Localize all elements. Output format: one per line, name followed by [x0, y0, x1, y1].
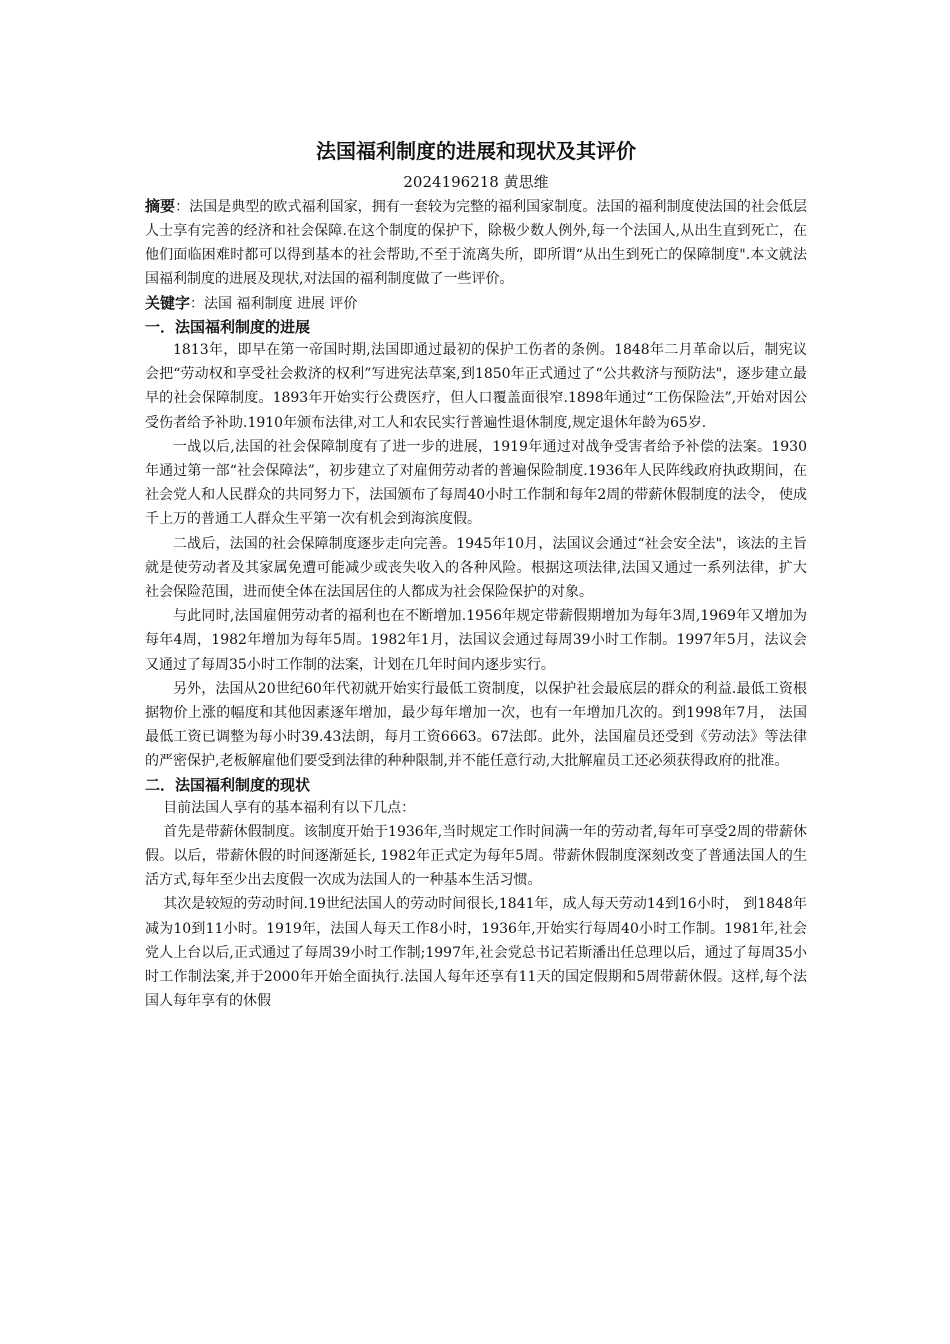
abstract: [145, 194, 807, 291]
abstract-text: ：法国是典型的欧式福利国家，拥有一套较为完整的福利国家制度。法国的福利制度使法国的社会低层人士享有完善的经济和社会保障.在这个制度的保护下，除极少数人例外,每一个法国人,从出生直到死亡，在他们面临困难时都可以得到基本的社会帮助,不至于流离失所，即所谓“从出生到死亡的保障制度".本文就法国福利制度的进展及现状,对法国的福利制度做了一些评价。: [145, 199, 807, 287]
section-heading-1: 一．法国福利制度的进展: [145, 318, 311, 336]
paragraph: 其次是较短的劳动时间.19世纪法国人的劳动时间很长,1841年，成人每天劳动14到16小时， 到1848年减为10到11小时。1919年，法国人每天工作8小时，1936年,开始实行每周40小时工作制。1981年,社会党人上台以后,正式通过了每周39小时工作制;1997年,社会党总书记若斯潘出任总理以后，通过了每周35小时工作制法案,并于2000年开始全面执行.法国人每年还享有11天的国定假期和5周带薪休假。这样,每个法国人每年享有的休假: [145, 896, 807, 1010]
keywords-text: ：法国 福利制度 进展 评价: [190, 296, 358, 312]
paragraph: 1813年，即早在第一帝国时期,法国即通过最初的保护工伤者的条例。1848年二月革命以后，制宪议会把“劳动权和享受社会救济的权利”写进宪法草案,到1850年正式通过了“公共救济与预防法"，逐步建立最早的社会保障制度。1893年开始实行公费医疗，但人口覆盖面很窄.1898年通过“工伤保险法”,开始对因公受伤者给予补助.1910年颁布法律,对工人和农民实行普遍性退休制度,规定退休年龄为65岁.: [145, 342, 807, 431]
keywords: [145, 291, 807, 316]
document-content: [145, 136, 807, 1013]
paragraph: 首先是带薪休假制度。该制度开始于1936年,当时规定工作时间满一年的劳动者,每年可享受2周的带薪休假。以后，带薪休假的时间逐渐延长, 1982年正式定为每年5周。带薪休假制度深刻改变了普通法国人的生活方式,每年至少出去度假一次成为法国人的一种基本生活习惯。: [145, 823, 807, 889]
paragraph: 目前法国人享有的基本福利有以下几点：: [163, 799, 416, 816]
paragraph: 另外，法国从20世纪60年代初就开始实行最低工资制度，以保护社会最底层的群众的利益.最低工资根据物价上涨的幅度和其他因素逐年增加，最少每年增加一次，也有一年增加几次的。到1998年7月， 法国最低工资已调整为每小时39.43法朗，每月工资6663。67法郎。此外，法国雇员还受到《劳动法》等法律的严密保护,老板解雇他们要受到法律的种种限制,并不能任意行动,大批解雇员工还必须获得政府的批准。: [145, 680, 807, 770]
paragraph: 与此同时,法国雇佣劳动者的福利也在不断增加.1956年规定带薪假期增加为每年3周,1969年又增加为每年4周，1982年增加为每年5周。1982年1月，法国议会通过每周39小时工作制。1997年5月，法议会又通过了每周35小时工作制的法案，计划在几年时间内逐步实行。: [145, 608, 807, 673]
author-line: 2024196218 黄思维: [403, 173, 549, 191]
abstract-label: 摘要: [145, 197, 176, 215]
section-heading-2: 二．法国福利制度的现状: [145, 775, 311, 794]
keywords-label: 关键字: [145, 294, 191, 312]
paragraph: 一战以后,法国的社会保障制度有了进一步的进展，1919年通过对战争受害者给予补偿的法案。1930年通过第一部“社会保障法”，初步建立了对雇佣劳动者的普遍保险制度.1936年人民阵线政府执政期间，在社会党人和人民群众的共同努力下，法国颁布了每周40小时工作制和每年2周的带薪休假制度的法令， 使成千上万的普通工人群众生平第一次有机会到海滨度假。: [145, 438, 807, 528]
paragraph: 二战后，法国的社会保障制度逐步走向完善。1945年10月，法国议会通过“社会安全法"，该法的主旨就是使劳动者及其家属免遭可能减少或丧失收入的各种风险。根据这项法律,法国又通过一系列法律，扩大社会保险范围，进而使全体在法国居住的人都成为社会保险保护的对象。: [145, 535, 807, 601]
document-title: 法国福利制度的进展和现状及其评价: [316, 139, 636, 163]
